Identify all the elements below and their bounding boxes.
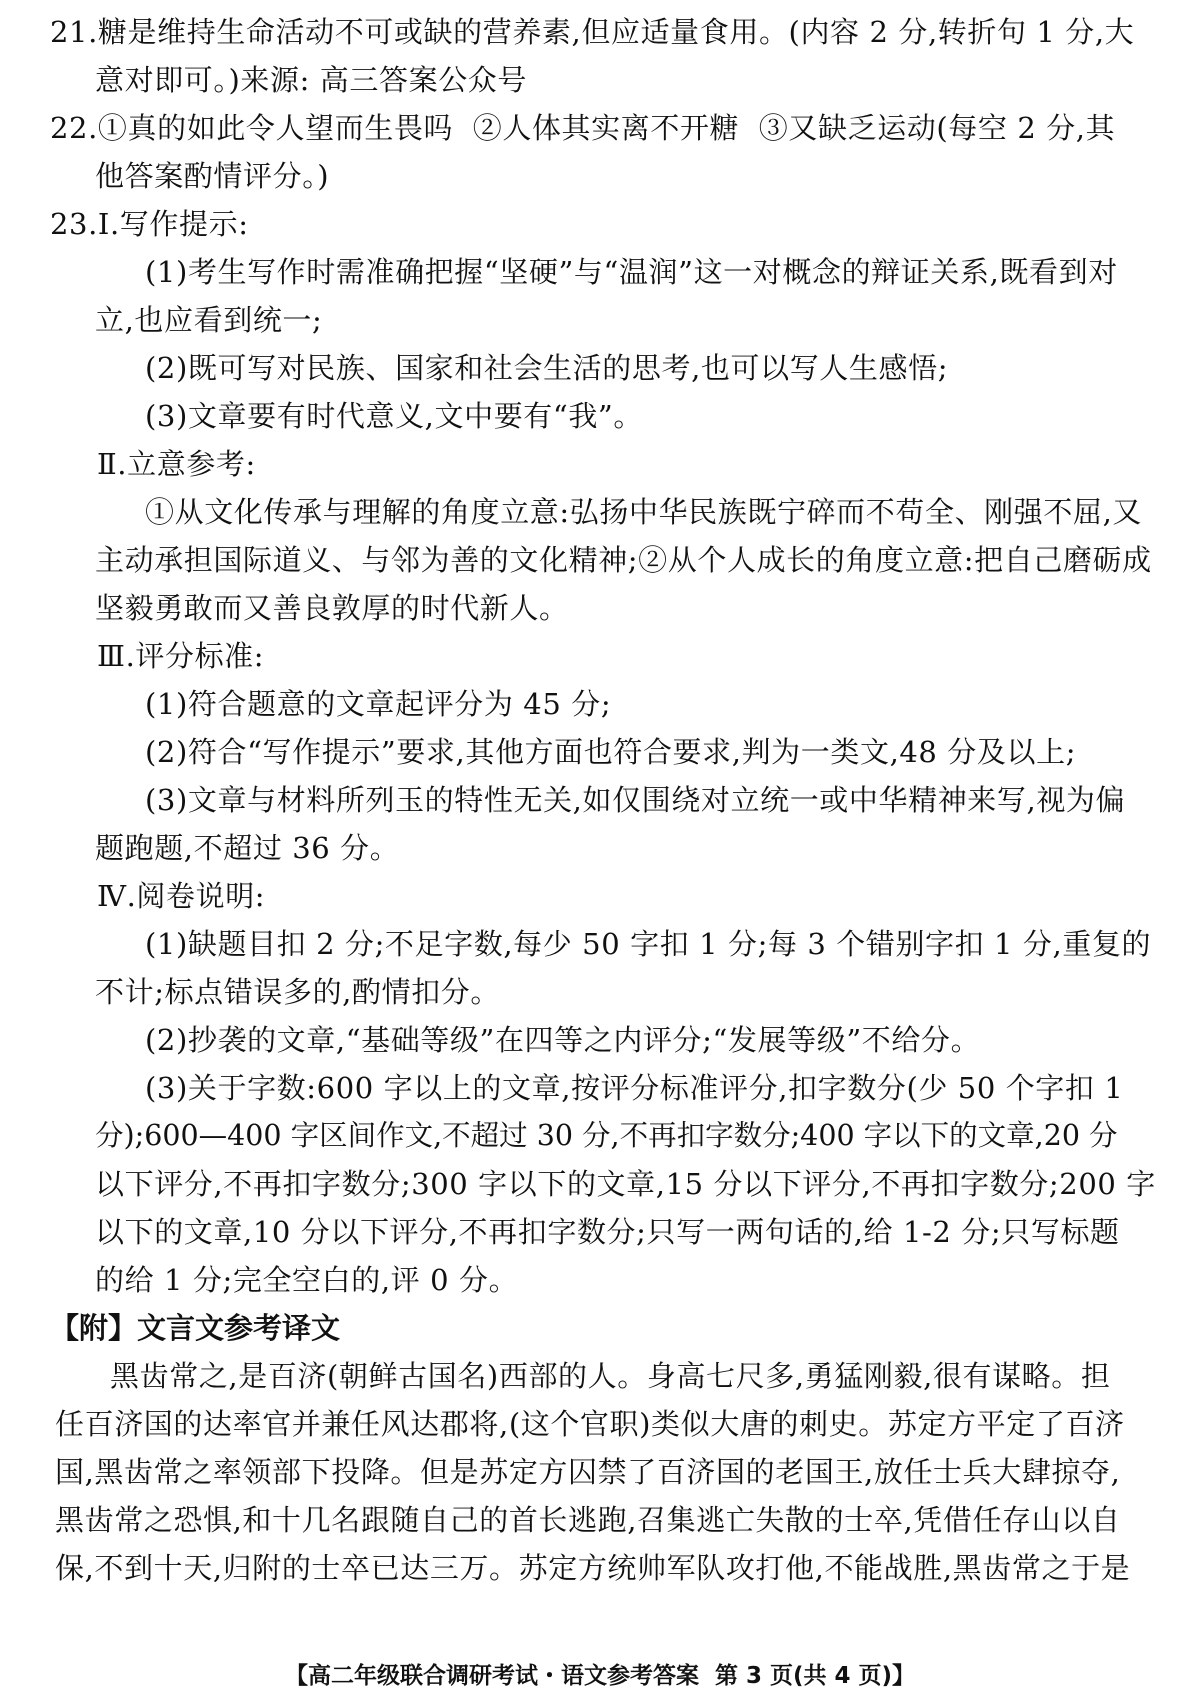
scoring-standard-1: (1)符合题意的文章起评分为 45 分; bbox=[145, 687, 612, 721]
answer-22-line-2: 他答案酌情评分。) bbox=[95, 159, 330, 193]
section-iv-heading: Ⅳ.阅卷说明: bbox=[97, 879, 266, 913]
appendix-heading: 【附】文言文参考译文 bbox=[50, 1311, 341, 1345]
theme-reference-line-1: ①从文化传承与理解的角度立意:弘扬中华民族既宁碎而不苟全、刚强不屈,又 bbox=[145, 495, 1142, 529]
grading-note-3-line-4: 以下的文章,10 分以下评分,不再扣字数分;只写一两句话的,给 1-2 分;只写标题 bbox=[95, 1215, 1120, 1249]
section-iii-heading: Ⅲ.评分标准: bbox=[97, 639, 265, 673]
translation-line-3: 国,黑齿常之率领部下投降。但是苏定方囚禁了百济国的老国王,放任士兵大肆掠夺, bbox=[55, 1455, 1121, 1489]
grading-note-3-line-1: (3)关于字数:600 字以上的文章,按评分标准评分,扣字数分(少 50 个字扣 1 bbox=[145, 1071, 1124, 1105]
section-ii-heading: Ⅱ.立意参考: bbox=[97, 447, 256, 481]
grading-note-3-line-2: 分);600—400 字区间作文,不超过 30 分,不再扣字数分;400 字以下的文章,20 分 bbox=[95, 1119, 1118, 1152]
grading-note-2: (2)抄袭的文章,“基础等级”在四等之内评分;“发展等级”不给分。 bbox=[145, 1023, 981, 1057]
translation-line-1: 黑齿常之,是百济(朝鲜古国名)西部的人。身高七尺多,勇猛刚毅,很有谋略。担 bbox=[110, 1359, 1111, 1393]
scoring-standard-2: (2)符合“写作提示”要求,其他方面也符合要求,判为一类文,48 分及以上; bbox=[145, 735, 1077, 769]
grading-note-3-line-3: 以下评分,不再扣字数分;300 字以下的文章,15 分以下评分,不再扣字数分;200 字 bbox=[95, 1167, 1156, 1201]
translation-line-5: 保,不到十天,归附的士卒已达三万。苏定方统帅军队攻打他,不能战胜,黑齿常之于是 bbox=[55, 1551, 1131, 1585]
answer-21-line-1: 21.糖是维持生命活动不可或缺的营养素,但应适量食用。(内容 2 分,转折句 1 分,大 bbox=[50, 15, 1135, 49]
answer-21-line-2: 意对即可。)来源: 高三答案公众号 bbox=[95, 63, 528, 97]
theme-reference-line-2: 主动承担国际道义、与邻为善的文化精神;②从个人成长的角度立意:把自己磨砺成 bbox=[95, 543, 1152, 577]
writing-tip-2: (2)既可写对民族、国家和社会生活的思考,也可以写人生感悟; bbox=[145, 351, 949, 385]
translation-line-2: 任百济国的达率官并兼任风达郡将,(这个官职)类似大唐的刺史。苏定方平定了百济 bbox=[55, 1407, 1125, 1441]
page-footer: 【高二年级联合调研考试・语文参考答案 第 3 页(共 4 页)】 bbox=[284, 1663, 916, 1689]
theme-reference-line-3: 坚毅勇敢而又善良敦厚的时代新人。 bbox=[95, 591, 569, 625]
writing-tip-1-line-1: (1)考生写作时需准确把握“坚硬”与“温润”这一对概念的辩证关系,既看到对 bbox=[145, 255, 1118, 289]
grading-note-3-line-5: 的给 1 分;完全空白的,评 0 分。 bbox=[95, 1263, 519, 1297]
answer-23-heading: 23.Ⅰ.写作提示: bbox=[50, 207, 249, 241]
translation-line-4: 黑齿常之恐惧,和十几名跟随自己的首长逃跑,召集逃亡失散的士卒,凭借任存山以自 bbox=[55, 1503, 1121, 1537]
grading-note-1-line-1: (1)缺题目扣 2 分;不足字数,每少 50 字扣 1 分;每 3 个错别字扣 1 分,重复的 bbox=[145, 927, 1152, 961]
writing-tip-3: (3)文章要有时代意义,文中要有“我”。 bbox=[145, 399, 643, 433]
grading-note-1-line-2: 不计;标点错误多的,酌情扣分。 bbox=[95, 975, 500, 1009]
answer-22-line-1: 22.①真的如此令人望而生畏吗 ②人体其实离不开糖 ③又缺乏运动(每空 2 分,其 bbox=[50, 111, 1116, 145]
scoring-standard-3-line-1: (3)文章与材料所列玉的特性无关,如仅围绕对立统一或中华精神来写,视为偏 bbox=[145, 783, 1126, 817]
scoring-standard-3-line-2: 题跑题,不超过 36 分。 bbox=[95, 831, 400, 865]
writing-tip-1-line-2: 立,也应看到统一; bbox=[95, 303, 323, 337]
